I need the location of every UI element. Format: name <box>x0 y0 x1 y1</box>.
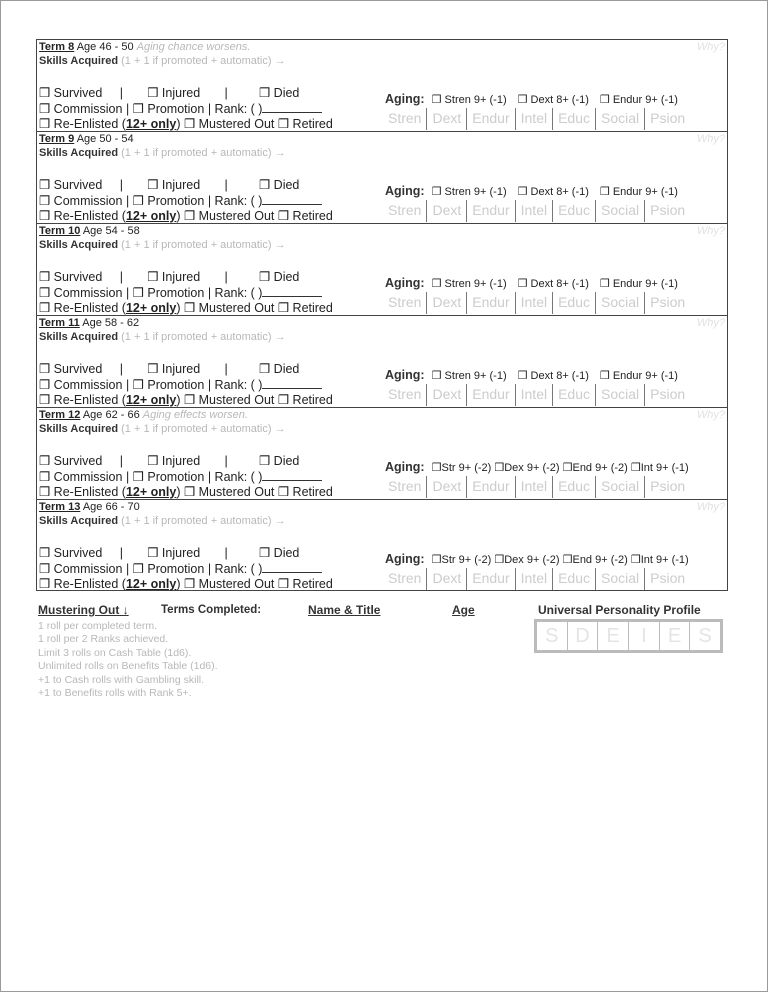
term-age: Age 54 - 58 <box>82 225 140 237</box>
term-block <box>36 499 728 591</box>
upp-box[interactable]: S <box>545 625 559 647</box>
rank-field[interactable]: Rank: ( ) <box>214 101 263 116</box>
separator: | <box>125 469 130 484</box>
terms-completed-label: Terms Completed: <box>161 604 262 616</box>
why-label: Why? <box>696 41 725 53</box>
promotion-checkbox[interactable]: ❒ Promotion <box>132 469 205 484</box>
note-line: Limit 3 rolls on Cash Table (1d6). <box>38 646 192 659</box>
term-label: Term 13 <box>39 501 81 513</box>
stat-psion[interactable]: Psion <box>644 476 690 498</box>
term-status <box>39 546 333 593</box>
upp-box[interactable]: E <box>597 622 628 650</box>
term-label: Term 11 <box>39 317 80 329</box>
rank-field[interactable]: Rank: ( ) <box>214 193 263 208</box>
separator: | <box>207 377 212 392</box>
separator: | <box>207 469 212 484</box>
mustered-out-checkbox[interactable]: ❒ Mustered Out <box>183 209 275 223</box>
stat-psion[interactable]: Psion <box>644 568 690 590</box>
term-block <box>36 315 728 407</box>
aging-label: Aging: <box>385 368 425 382</box>
aging-label: Aging: <box>385 92 425 106</box>
rank-line[interactable] <box>262 378 322 389</box>
separator: | <box>224 362 228 376</box>
separator: | <box>224 270 228 284</box>
name-title-label: Name & Title <box>308 603 381 617</box>
separator: | <box>224 86 228 100</box>
term-label: Term 9 <box>39 133 75 145</box>
term-note: Aging effects worsen. <box>142 409 248 421</box>
rank-line[interactable] <box>262 286 322 297</box>
skills-acquired <box>39 239 286 251</box>
stat-endur[interactable]: Endur <box>466 200 514 222</box>
survived-checkbox[interactable]: ❒ Survived <box>39 362 103 376</box>
mustered-out-checkbox[interactable]: ❒ Mustered Out <box>183 117 275 131</box>
promotion-checkbox[interactable]: ❒ Promotion <box>132 561 205 576</box>
stat-dext[interactable]: Dext <box>426 292 466 314</box>
skills-note: (1 + 1 if promoted + automatic) → <box>121 55 286 67</box>
promotion-checkbox[interactable]: ❒ Promotion <box>132 193 205 208</box>
retired-checkbox[interactable]: ❒ Retired <box>277 485 333 499</box>
stat-dext[interactable]: Dext <box>426 568 466 590</box>
reenlisted-checkbox[interactable]: ❒ Re-Enlisted (12+ only) <box>39 209 181 223</box>
stat-stren[interactable]: Stren <box>388 294 422 310</box>
stat-intel[interactable]: Intel <box>515 292 552 314</box>
skills-label: Skills Acquired <box>39 515 119 527</box>
stat-social[interactable]: Social <box>595 200 644 222</box>
rank-line[interactable] <box>262 562 322 573</box>
stat-dext[interactable]: Dext <box>426 108 466 130</box>
injured-checkbox[interactable]: ❒ Injured <box>147 86 201 100</box>
reenlisted-checkbox[interactable]: ❒ Re-Enlisted (12+ only) <box>39 485 181 499</box>
separator: | <box>119 362 123 376</box>
separator: | <box>207 285 212 300</box>
rank-line[interactable] <box>262 470 322 481</box>
skills-label: Skills Acquired <box>39 331 119 343</box>
rank-line[interactable] <box>262 102 322 113</box>
skills-note: (1 + 1 if promoted + automatic) → <box>121 331 286 343</box>
stat-stren[interactable]: Stren <box>388 110 422 126</box>
aging-row <box>385 552 689 566</box>
aging-label: Aging: <box>385 276 425 290</box>
stat-boxes <box>385 108 690 130</box>
term-block <box>36 407 728 499</box>
term-header <box>39 133 134 146</box>
mustered-out-checkbox[interactable]: ❒ Mustered Out <box>183 393 275 407</box>
term-status <box>39 454 333 501</box>
stat-boxes <box>385 292 690 314</box>
skills-acquired <box>39 423 286 435</box>
retired-checkbox[interactable]: ❒ Retired <box>277 209 333 223</box>
stat-intel[interactable]: Intel <box>515 108 552 130</box>
stat-intel[interactable]: Intel <box>515 200 552 222</box>
stat-endur[interactable]: Endur <box>466 568 514 590</box>
mustered-out-checkbox[interactable]: ❒ Mustered Out <box>183 485 275 499</box>
term-status <box>39 178 333 225</box>
separator: | <box>119 86 123 100</box>
separator: | <box>125 193 130 208</box>
term-header <box>39 501 140 514</box>
retired-checkbox[interactable]: ❒ Retired <box>277 577 333 591</box>
term-block <box>36 223 728 315</box>
term-note: Aging chance worsens. <box>136 41 251 53</box>
survived-checkbox[interactable]: ❒ Survived <box>39 270 103 284</box>
skills-note: (1 + 1 if promoted + automatic) → <box>121 423 286 435</box>
commission-checkbox[interactable]: ❒ Commission <box>39 285 123 300</box>
rank-field[interactable]: Rank: ( ) <box>214 285 263 300</box>
stat-stren[interactable]: Stren <box>388 478 422 494</box>
skills-acquired <box>39 147 286 159</box>
commission-checkbox[interactable]: ❒ Commission <box>39 469 123 484</box>
upp-boxes <box>534 619 723 653</box>
term-status <box>39 86 333 133</box>
term-status <box>39 270 333 317</box>
died-checkbox[interactable]: ❒ Died <box>258 178 300 192</box>
upp-box[interactable]: D <box>567 622 598 650</box>
skills-label: Skills Acquired <box>39 423 119 435</box>
promotion-checkbox[interactable]: ❒ Promotion <box>132 285 205 300</box>
skills-acquired <box>39 515 286 527</box>
retired-checkbox[interactable]: ❒ Retired <box>277 301 333 315</box>
commission-checkbox[interactable]: ❒ Commission <box>39 193 123 208</box>
separator: | <box>125 285 130 300</box>
age-label: Age <box>452 603 475 617</box>
upp-box[interactable]: E <box>659 622 690 650</box>
skills-note: (1 + 1 if promoted + automatic) → <box>121 515 286 527</box>
stat-educ[interactable]: Educ <box>552 108 595 130</box>
separator: | <box>119 454 123 468</box>
reenlisted-checkbox[interactable]: ❒ Re-Enlisted (12+ only) <box>39 393 181 407</box>
reenlisted-checkbox[interactable]: ❒ Re-Enlisted (12+ only) <box>39 301 181 315</box>
note-line: Unlimited rolls on Benefits Table (1d6). <box>38 660 218 673</box>
injured-checkbox[interactable]: ❒ Injured <box>147 454 201 468</box>
stat-dext[interactable]: Dext <box>426 200 466 222</box>
skills-label: Skills Acquired <box>39 147 119 159</box>
note-line: +1 to Benefits rolls with Rank 5+. <box>38 687 192 700</box>
rank-field[interactable]: Rank: ( ) <box>214 561 263 576</box>
separator: | <box>119 178 123 192</box>
upp-title: Universal Personality Profile <box>538 603 701 617</box>
injured-checkbox[interactable]: ❒ Injured <box>147 270 201 284</box>
mustered-out-checkbox[interactable]: ❒ Mustered Out <box>183 301 275 315</box>
stat-dext[interactable]: Dext <box>426 476 466 498</box>
injured-checkbox[interactable]: ❒ Injured <box>147 362 201 376</box>
retired-checkbox[interactable]: ❒ Retired <box>277 393 333 407</box>
stat-stren[interactable]: Stren <box>388 202 422 218</box>
aging-checks[interactable]: ❒ Stren 9+ (-1) ❒ Dext 8+ (-1) ❒ Endur 9+ (-1) <box>431 278 678 290</box>
term-label: Term 10 <box>39 225 81 237</box>
upp-box[interactable]: S <box>689 622 720 650</box>
separator: | <box>125 561 130 576</box>
separator: | <box>119 546 123 560</box>
died-checkbox[interactable]: ❒ Died <box>258 86 300 100</box>
upp-box[interactable]: I <box>628 622 659 650</box>
aging-row <box>385 368 678 382</box>
died-checkbox[interactable]: ❒ Died <box>258 454 300 468</box>
aging-checks[interactable]: ❒Str 9+ (-2) ❒Dex 9+ (-2) ❒End 9+ (-2) ❒Int 9+ (-1) <box>431 554 689 566</box>
term-header <box>39 225 140 238</box>
note-line: +1 to Cash rolls with Gambling skill. <box>38 673 205 686</box>
stat-psion[interactable]: Psion <box>644 200 690 222</box>
stat-social[interactable]: Social <box>595 108 644 130</box>
died-checkbox[interactable]: ❒ Died <box>258 546 300 560</box>
stat-intel[interactable]: Intel <box>515 384 552 406</box>
note-line: 1 roll per 2 Ranks achieved. <box>38 633 169 646</box>
stat-boxes <box>385 568 690 590</box>
aging-checks[interactable]: ❒ Stren 9+ (-1) ❒ Dext 8+ (-1) ❒ Endur 9+ (-1) <box>431 94 678 106</box>
stat-stren[interactable]: Stren <box>388 570 422 586</box>
stat-educ[interactable]: Educ <box>552 476 595 498</box>
why-label: Why? <box>696 317 725 329</box>
aging-label: Aging: <box>385 460 425 474</box>
skills-label: Skills Acquired <box>39 55 119 67</box>
separator: | <box>224 454 228 468</box>
separator: | <box>224 546 228 560</box>
survived-checkbox[interactable]: ❒ Survived <box>39 86 103 100</box>
note-line: 1 roll per completed term. <box>38 620 158 632</box>
term-header <box>39 41 250 54</box>
why-label: Why? <box>696 225 725 237</box>
stat-dext[interactable]: Dext <box>426 384 466 406</box>
stat-educ[interactable]: Educ <box>552 292 595 314</box>
mustering-out-title: Mustering Out ↓ <box>38 603 129 617</box>
died-checkbox[interactable]: ❒ Died <box>258 362 300 376</box>
injured-checkbox[interactable]: ❒ Injured <box>147 178 201 192</box>
aging-label: Aging: <box>385 184 425 198</box>
term-age: Age 62 - 66 <box>82 409 140 421</box>
commission-checkbox[interactable]: ❒ Commission <box>39 377 123 392</box>
why-label: Why? <box>696 501 725 513</box>
aging-row <box>385 184 678 198</box>
stat-endur[interactable]: Endur <box>466 384 514 406</box>
skills-note: (1 + 1 if promoted + automatic) → <box>121 147 286 159</box>
aging-label: Aging: <box>385 552 425 566</box>
stat-educ[interactable]: Educ <box>552 568 595 590</box>
commission-checkbox[interactable]: ❒ Commission <box>39 561 123 576</box>
term-header <box>39 317 139 330</box>
term-block <box>36 131 728 223</box>
terms-sheet <box>36 39 728 591</box>
reenlisted-checkbox[interactable]: ❒ Re-Enlisted (12+ only) <box>39 117 181 131</box>
stat-social[interactable]: Social <box>595 292 644 314</box>
skills-note: (1 + 1 if promoted + automatic) → <box>121 239 286 251</box>
term-age: Age 50 - 54 <box>76 133 134 145</box>
stat-psion[interactable]: Psion <box>644 108 690 130</box>
term-age: Age 66 - 70 <box>82 501 140 513</box>
stat-social[interactable]: Social <box>595 568 644 590</box>
separator: | <box>207 193 212 208</box>
skills-label: Skills Acquired <box>39 239 119 251</box>
separator: | <box>125 377 130 392</box>
stat-social[interactable]: Social <box>595 476 644 498</box>
aging-row <box>385 276 678 290</box>
promotion-checkbox[interactable]: ❒ Promotion <box>132 101 205 116</box>
term-age: Age 58 - 62 <box>82 317 140 329</box>
skills-acquired <box>39 331 286 343</box>
separator: | <box>119 270 123 284</box>
promotion-checkbox[interactable]: ❒ Promotion <box>132 377 205 392</box>
stat-endur[interactable]: Endur <box>466 108 514 130</box>
survived-checkbox[interactable]: ❒ Survived <box>39 454 103 468</box>
aging-row <box>385 460 689 474</box>
commission-checkbox[interactable]: ❒ Commission <box>39 101 123 116</box>
term-label: Term 8 <box>39 41 75 53</box>
mustering-notes <box>38 620 218 700</box>
term-status <box>39 362 333 409</box>
stat-intel[interactable]: Intel <box>515 476 552 498</box>
term-label: Term 12 <box>39 409 81 421</box>
skills-acquired <box>39 55 286 67</box>
separator: | <box>224 178 228 192</box>
rank-field[interactable]: Rank: ( ) <box>214 469 263 484</box>
why-label: Why? <box>696 133 725 145</box>
retired-checkbox[interactable]: ❒ Retired <box>277 117 333 131</box>
died-checkbox[interactable]: ❒ Died <box>258 270 300 284</box>
stat-endur[interactable]: Endur <box>466 292 514 314</box>
stat-intel[interactable]: Intel <box>515 568 552 590</box>
survived-checkbox[interactable]: ❒ Survived <box>39 546 103 560</box>
stat-social[interactable]: Social <box>595 384 644 406</box>
survived-checkbox[interactable]: ❒ Survived <box>39 178 103 192</box>
why-label: Why? <box>696 409 725 421</box>
injured-checkbox[interactable]: ❒ Injured <box>147 546 201 560</box>
aging-checks[interactable]: ❒Str 9+ (-2) ❒Dex 9+ (-2) ❒End 9+ (-2) ❒Int 9+ (-1) <box>431 462 689 474</box>
aging-checks[interactable]: ❒ Stren 9+ (-1) ❒ Dext 8+ (-1) ❒ Endur 9+ (-1) <box>431 370 678 382</box>
term-block <box>36 39 728 131</box>
stat-educ[interactable]: Educ <box>552 200 595 222</box>
stat-endur[interactable]: Endur <box>466 476 514 498</box>
stat-boxes <box>385 476 690 498</box>
term-age: Age 46 - 50 <box>76 41 134 53</box>
stat-boxes <box>385 384 690 406</box>
rank-field[interactable]: Rank: ( ) <box>214 377 263 392</box>
separator: | <box>125 101 130 116</box>
stat-psion[interactable]: Psion <box>644 292 690 314</box>
stat-stren[interactable]: Stren <box>388 386 422 402</box>
stat-educ[interactable]: Educ <box>552 384 595 406</box>
separator: | <box>207 561 212 576</box>
stat-boxes <box>385 200 690 222</box>
mustered-out-checkbox[interactable]: ❒ Mustered Out <box>183 577 275 591</box>
aging-checks[interactable]: ❒ Stren 9+ (-1) ❒ Dext 8+ (-1) ❒ Endur 9+ (-1) <box>431 186 678 198</box>
stat-psion[interactable]: Psion <box>644 384 690 406</box>
term-header <box>39 409 248 422</box>
rank-line[interactable] <box>262 194 322 205</box>
aging-row <box>385 92 678 106</box>
separator: | <box>207 101 212 116</box>
reenlisted-checkbox[interactable]: ❒ Re-Enlisted (12+ only) <box>39 577 181 591</box>
